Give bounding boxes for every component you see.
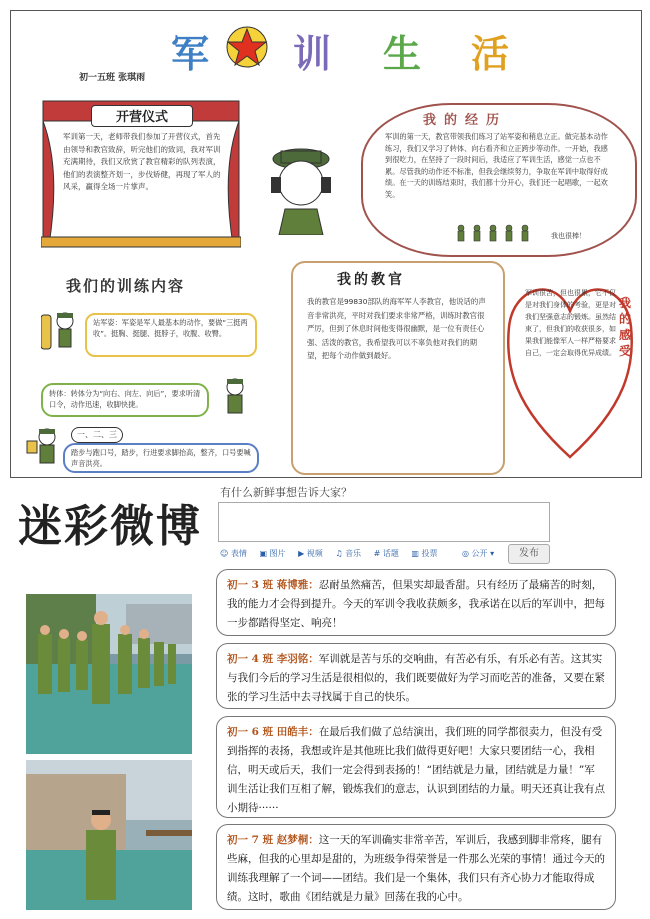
poster <box>10 10 642 478</box>
training-photo-1 <box>26 594 192 754</box>
globe-icon: ◎ <box>462 549 469 558</box>
experience-title: 我的经历 <box>423 113 508 128</box>
title-char-4: 活 <box>471 31 510 76</box>
chevron-down-icon: ▾ <box>490 549 495 558</box>
training-item-1-text: 站军姿：军姿是军人最基本的动作，要做“三挺两收”。挺胸、挺腿、挺脖子，收腹、收臀。 <box>93 318 248 338</box>
post-text: 在最后我们做了总结演出，我们班的同学都很卖力，但没有受到指挥的表扬，我想或许是其他班比我们做得更好吧！大家只要团结一心，我相信，明天或后天，我们一定会得到表扬的！“团结就是力量，团结就是力量！”军训生活让我们互相了解，锻炼我们的意志，认识到团结的力量。明天还真让我有点小期待······ <box>227 726 605 814</box>
compose-label: 有什么新鲜事想告诉大家？ <box>220 486 352 499</box>
training-item-2 <box>41 381 261 421</box>
training-item-3-text: 踏步与跑口号，踏步，行进要求脚抬高，整齐，口号要喊声音洪亮。 <box>71 448 251 468</box>
author-label: 初一五班 张琪雨 <box>79 73 146 83</box>
training-title: 我们的训练内容 <box>66 277 186 295</box>
music-button[interactable]: ♫ 音乐 <box>335 549 362 558</box>
opening-ceremony-box <box>41 99 241 249</box>
publish-button[interactable]: 发布 <box>508 544 550 564</box>
experience-box <box>361 103 637 257</box>
opening-text: 军训第一天，老师带我们参加了开营仪式，首先由领导和教官致辞，听完他们的致词，我对军训充满期待，我们又欣赏了教官精彩的队列表演，他们的表演整齐划一，步伐矫健，再现了军人的风采，赢得全场一片掌声。 <box>63 132 221 191</box>
training-item-2-text: 转体：转体分为“向右、向左、向后”，要求听清口令，动作迅速，收脚快捷。 <box>49 389 201 409</box>
emoji-button[interactable]: ☺ 表情 <box>220 549 247 558</box>
title-char-1: 军 <box>171 31 210 76</box>
feeling-text: 军训很苦，但也很累，它不仅是对我们身体的考验，更是对我们坚强意志的锻炼。虽然结束了，但我们的收获很多，如果我们能像军人一样严格要求自己，一定会取得优异成绩。 <box>525 289 616 357</box>
post-author: 初一 6 班 田皓丰： <box>227 726 319 738</box>
instructor-title: 我的教官 <box>333 269 409 289</box>
training-item-1 <box>41 311 261 361</box>
visibility-select[interactable]: ◎ 公开 ▾ <box>462 549 495 558</box>
marching-kids-icon <box>453 223 543 245</box>
training-photo-2 <box>26 760 192 910</box>
post-author: 初一 3 班 蒋博雅： <box>227 579 319 591</box>
instructor-box <box>291 261 505 475</box>
post-author: 初一 7 班 赵梦桐： <box>227 834 319 846</box>
poll-button[interactable]: ▥ 投票 <box>411 549 438 558</box>
experience-text: 军训的第一天，教官带领我们练习了站军姿和稍息立正。做完基本动作练习，我们又学习了转体、向右看齐和立正跨步等动作。一开始，我感到很吃力，在坚持了一段时间后，我适应了军训生活，感觉一点也不累。尽管我的动作还不标准，但我会继续努力，争取在军训中取得好成绩。在一天的训练结束时，我们都十分开心，我们还一起唱歌，一起欢笑。 <box>385 132 608 199</box>
post-text: 这一天的军训确实非常辛苦，军训后，我感到脚非常疼，腿有些麻，但我的心里却是甜的，为班级争得荣誉是一件那么光荣的事情！通过今天的训练我理解了一个词——团结。我们是一个集体，我们只有齐心协力才能取得成绩。这时，歌曲《团结就是力量》回荡在我的心中。 <box>227 834 605 903</box>
turning-kid-icon <box>215 377 255 421</box>
topic-button[interactable]: # 话题 <box>373 549 399 558</box>
marching-kid-icon <box>25 427 65 473</box>
image-button[interactable]: ▣ 图片 <box>259 549 286 558</box>
weibo-post <box>216 569 616 636</box>
poster-title <box>171 11 531 81</box>
count-label: 一、二、三 <box>71 427 123 443</box>
compose-input[interactable] <box>218 502 550 542</box>
post-text: 忍耐虽然痛苦，但果实却最香甜。只有经历了最痛苦的时刻，我的能力才会得到提升。今天的军训令我收获颇多，我承诺在以后的军训中，把每一步都踏得坚定、响亮！ <box>227 579 605 629</box>
post-text: 军训就是苦与乐的交响曲，有苦必有乐，有乐必有苦。这其实与我们今后的学习生活是很相似的，我们既要做好为学习而吃苦的准备，又要在紧张的学习生活中去寻找属于自己的快乐。 <box>227 653 605 703</box>
compose-toolbar <box>220 548 448 559</box>
feeling-title: 我的感受 <box>619 296 632 358</box>
red-star-icon <box>225 25 269 69</box>
post-author: 初一 4 班 李羽铭： <box>227 653 319 665</box>
video-button[interactable]: ▶ 视频 <box>298 549 323 558</box>
saluting-kid-icon <box>41 311 81 355</box>
title-char-3: 生 <box>383 31 422 76</box>
experience-footer: 我也很棒！ <box>551 232 586 240</box>
training-item-3 <box>25 427 261 475</box>
title-char-2: 训 <box>293 31 332 76</box>
soldiers-marching-photo <box>26 594 192 754</box>
soldier-field-photo <box>26 760 192 910</box>
soldier-portrait-icon <box>261 139 341 235</box>
weibo-post <box>216 643 616 709</box>
opening-title: 开营仪式 <box>115 110 168 125</box>
weibo-post <box>216 716 616 818</box>
weibo-post <box>216 824 616 910</box>
weibo-title: 迷彩微博 <box>18 501 202 552</box>
instructor-text: 我的教官是99830部队的海军军人李教官，他说话的声音非常洪亮，平时对我们要求非常严格，训练时教官很严厉，但到了休息时间他变得很幽默，是一位有责任心强、活泼的教官，我希望我可以不辜负他对我们的期望，把每个动作做到最好。 <box>307 297 486 360</box>
